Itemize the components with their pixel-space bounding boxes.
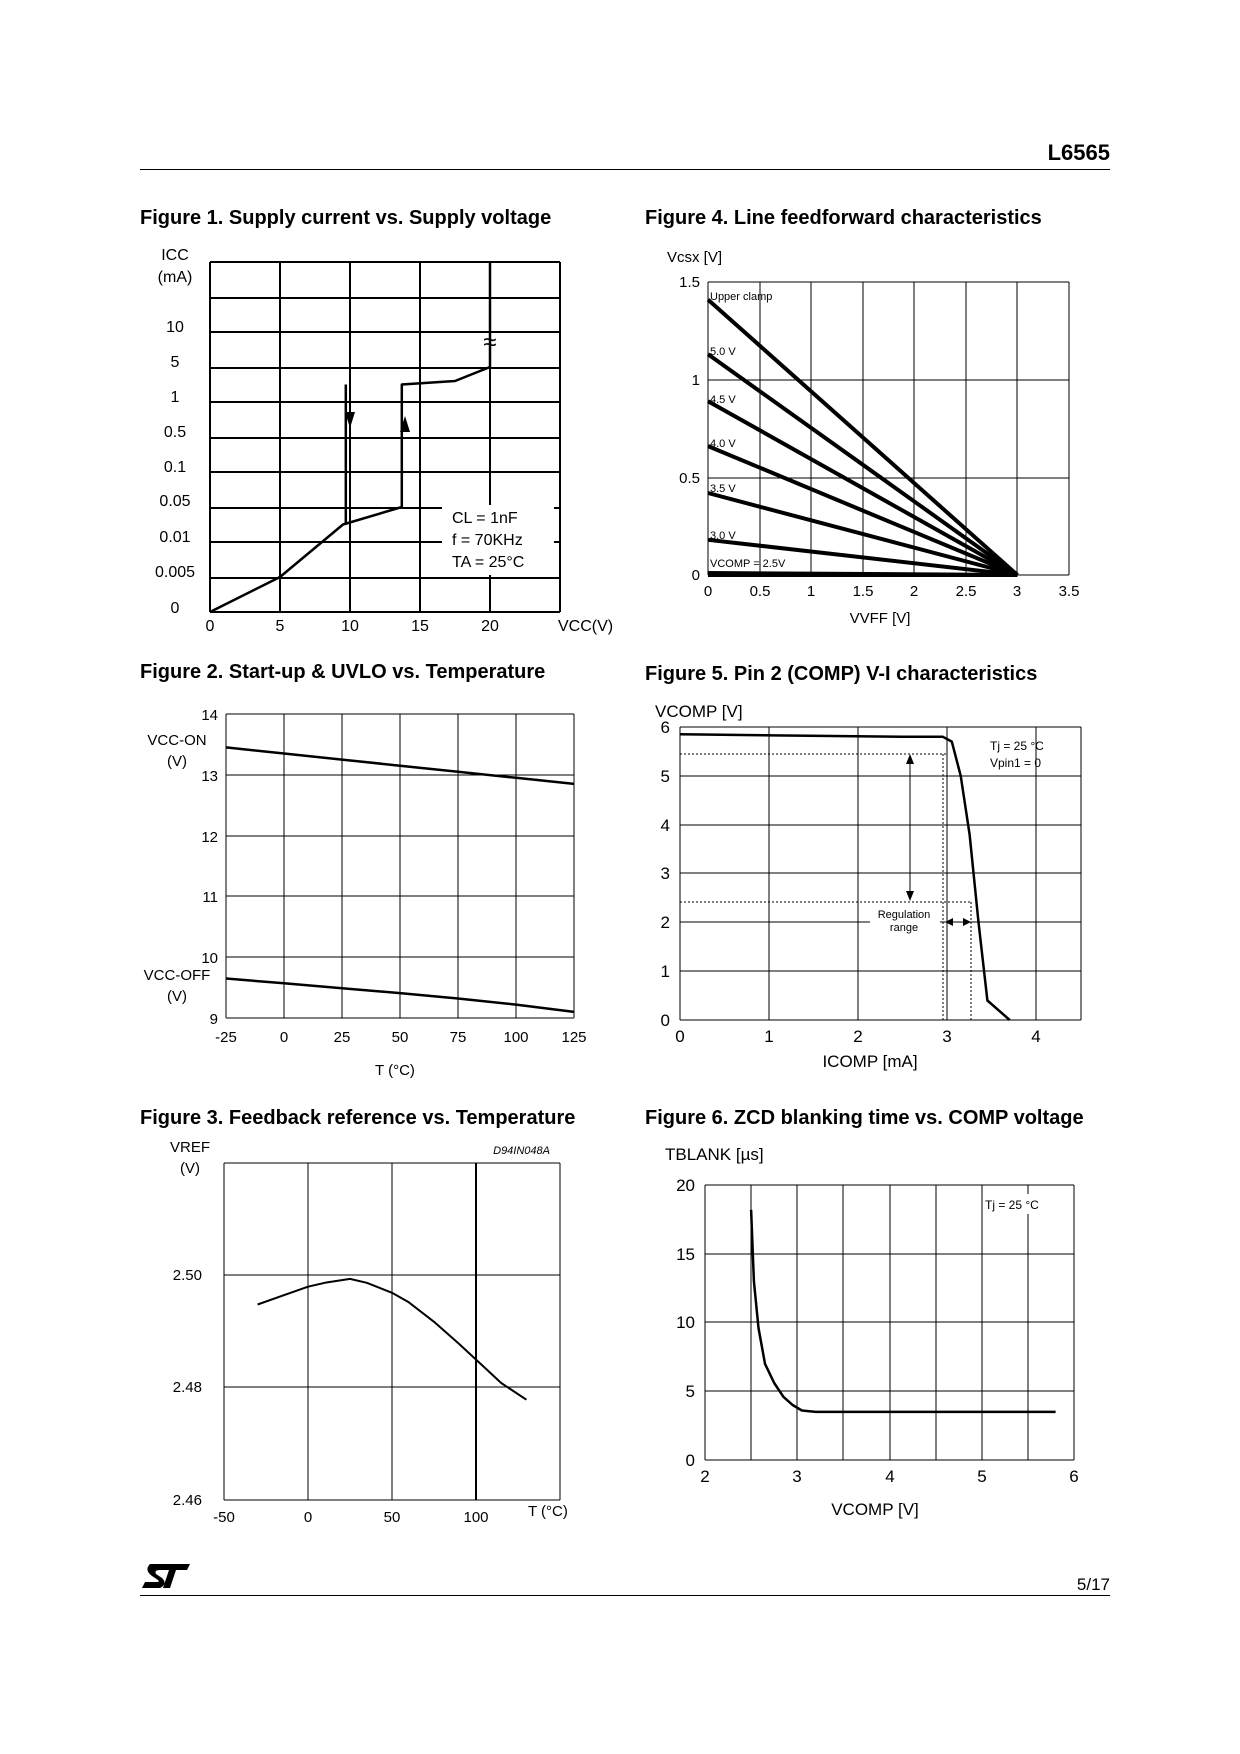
fig2-y-tick: 9 [209,1011,218,1028]
fig1-y-tick: 0.005 [154,564,196,581]
fig4-series-label: 4.5 V [710,394,736,406]
fig2-y-tick: 10 [201,950,218,967]
fig4-series-label: 3.5 V [710,483,736,495]
fig2-x-tick: 100 [503,1029,529,1046]
fig4-series-label: VCOMP = 2.5V [710,558,786,570]
fig4-x-tick: 1 [806,583,816,600]
fig5-x-tick: 3 [942,1027,952,1046]
fig4-grid [708,282,1069,575]
fig1-ylabel-line2: (mA) [157,269,193,286]
fig1-y-tick: 5 [170,354,180,371]
figure-4-title: Figure 4. Line feedforward characteristics [645,207,1042,229]
figure-5-chart [645,700,1125,1090]
fig4-x-tick: 0.5 [749,583,771,600]
figure-3-chart [140,1138,620,1538]
fig4-series-label: 3.0 V [710,530,736,542]
figure-6-chart [645,1138,1125,1538]
fig2-xlabel: T (°C) [375,1062,415,1079]
fig1-annotation: f = 70KHz [452,532,523,549]
fig4-x-tick: 2 [909,583,919,600]
fig2-ylabel-off-line1: VCC-OFF [143,967,211,984]
fig5-xlabel: ICOMP [mA] [822,1052,918,1071]
fig3-y-tick: 2.48 [172,1379,202,1396]
fig2-ylabel-on-line1: VCC-ON [147,732,207,749]
fig1-y-tick: 0 [170,600,180,617]
fig2-x-tick: 75 [449,1029,467,1046]
fig1-y-tick: 0.01 [159,529,191,546]
figure-3-title: Figure 3. Feedback reference vs. Temperature [140,1107,576,1129]
fig3-code: D94IN048A [493,1145,550,1157]
fig4-x-tick: 1.5 [852,583,874,600]
fig4-series-label: 5.0 V [710,346,736,358]
fig1-annotation: CL = 1nF [452,510,518,527]
fig1-y-tick: 10 [166,319,184,336]
fig6-y-tick: 15 [676,1245,695,1264]
fig5-x-tick: 0 [675,1027,685,1046]
fig3-grid [224,1163,560,1500]
fig2-y-tick: 13 [201,768,218,785]
fig3-x-tick: -50 [213,1509,235,1526]
fig1-y-tick: 1 [170,389,180,406]
fig3-ylabel-line2: (V) [180,1160,200,1177]
fig5-x-tick: 4 [1031,1027,1041,1046]
fig5-regulation-markers [680,754,971,1020]
fig5-y-tick: 3 [660,864,670,883]
fig2-x-tick: 0 [279,1029,289,1046]
fig2-x-tick: 25 [333,1029,351,1046]
fig6-ylabel: TBLANK [µs] [665,1145,764,1164]
figure-1-chart [140,240,620,640]
fig6-y-tick: 20 [676,1176,695,1195]
fig2-grid [226,714,574,1018]
fig4-ylabel: Vcsx [V] [667,249,723,266]
fig5-x-tick: 1 [764,1027,774,1046]
figure-1-title: Figure 1. Supply current vs. Supply voltage [140,207,552,229]
fig6-x-tick: 5 [977,1467,987,1486]
fig4-y-tick: 0 [691,567,700,584]
fig3-ylabel-line1: VREF [169,1139,211,1156]
fig4-y-tick: 1.5 [679,274,700,291]
fig3-xlabel: T (°C) [528,1503,568,1520]
fig4-x-tick: 0 [703,583,713,600]
fig1-x-tick: 5 [275,618,285,635]
fig1-x-tick: 15 [411,618,429,635]
fig6-x-tick: 6 [1069,1467,1079,1486]
fig5-arrowhead-right [963,918,971,926]
fig6-x-tick: 3 [792,1467,802,1486]
fig1-annotation: TA = 25°C [452,554,525,571]
fig1-x-tick: 10 [341,618,359,635]
fig4-xlabel: VVFF [V] [849,610,911,627]
fig1-x-tick: 20 [481,618,499,635]
figure-2-chart [140,700,620,1090]
fig3-x-tick: 0 [303,1509,313,1526]
fig6-y-tick: 5 [685,1382,695,1401]
fig5-annotation: Vpin1 = 0 [990,756,1042,770]
footer-rule [140,1595,1110,1596]
fig5-y-tick: 2 [660,913,670,932]
fig2-y-tick: 14 [201,707,218,724]
fig1-break-symbol: ≈ [483,329,497,356]
fig4-x-tick: 3.5 [1058,583,1080,600]
fig2-y-tick: 11 [202,889,218,906]
fig4-y-tick: 0.5 [679,470,700,487]
fig5-x-tick: 2 [853,1027,863,1046]
fig1-y-tick: 0.05 [159,493,191,510]
fig5-arrowhead-up [906,754,914,764]
fig3-x-tick: 100 [463,1509,489,1526]
fig5-grid [680,727,1081,1020]
fig1-ylabel-line1: ICC [161,247,189,264]
fig1-y-tick: 0.5 [163,424,187,441]
fig4-series-line-6 [708,573,1017,575]
fig6-y-tick: 10 [676,1313,695,1332]
fig4-x-tick: 2.5 [955,583,977,600]
fig5-y-tick: 0 [660,1011,670,1030]
fig3-y-tick: 2.46 [172,1492,202,1509]
fig6-annotation: Tj = 25 °C [985,1198,1039,1212]
figure-2-title: Figure 2. Start-up & UVLO vs. Temperature [140,661,546,683]
fig6-x-tick: 4 [885,1467,895,1486]
fig2-x-tick: 50 [391,1029,409,1046]
document-id: L6565 [1047,140,1110,165]
fig2-ylabel-on-line2: (V) [167,753,187,770]
fig6-xlabel: VCOMP [V] [831,1500,919,1519]
fig5-annotation: Tj = 25 °C [990,739,1044,753]
figure-4-chart [645,240,1125,640]
fig2-x-tick: -25 [215,1029,237,1046]
fig3-y-tick: 2.50 [172,1267,202,1284]
fig5-annotation: range [889,922,919,934]
fig5-annotation: Regulation [877,909,931,921]
fig5-ylabel: VCOMP [V] [655,702,743,721]
fig5-y-tick: 4 [660,816,670,835]
fig4-series-label: Upper clamp [710,291,773,303]
fig6-grid [705,1185,1074,1460]
fig4-series-label: 4.0 V [710,438,736,450]
header-rule [140,169,1110,170]
fig5-y-tick: 6 [660,718,670,737]
fig2-ylabel-off-line2: (V) [167,988,187,1005]
fig1-x-tick: 0 [205,618,215,635]
fig4-y-tick: 1 [691,372,700,389]
fig5-y-tick: 1 [660,962,670,981]
fig1-xlabel: VCC(V) [558,618,614,635]
fig2-y-tick: 12 [201,829,218,846]
fig5-arrowhead-left [945,918,953,926]
fig5-arrowhead-down [906,891,914,901]
fig1-y-tick: 0.1 [163,459,187,476]
fig6-x-tick: 2 [700,1467,710,1486]
fig4-x-tick: 3 [1012,583,1022,600]
fig3-x-tick: 50 [383,1509,401,1526]
st-logo-icon [140,1562,192,1590]
fig2-x-tick: 125 [561,1029,587,1046]
fig5-y-tick: 5 [660,767,670,786]
figure-5-title: Figure 5. Pin 2 (COMP) V-I characteristics [645,663,1038,685]
fig5-series-line-0 [680,734,1010,1020]
page-number: 5/17 [1076,1575,1110,1594]
fig6-y-tick: 0 [685,1451,695,1470]
figure-6-title: Figure 6. ZCD blanking time vs. COMP voltage [645,1107,1084,1129]
